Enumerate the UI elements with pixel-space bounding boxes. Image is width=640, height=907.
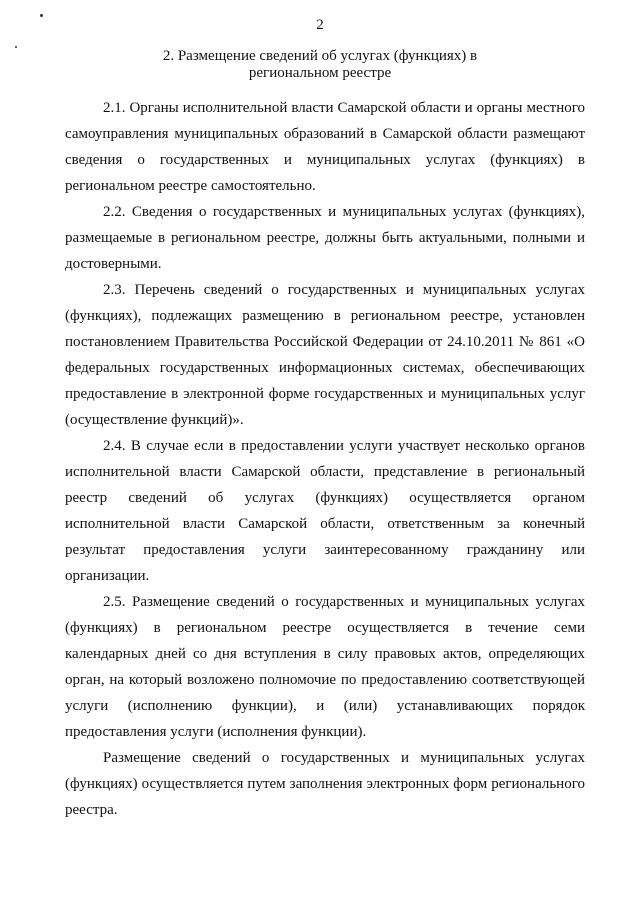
section-title	[0, 48, 640, 82]
document-body	[65, 95, 585, 823]
page-number: 2	[316, 17, 324, 33]
paragraph-2-5-continued: Размещение сведений о государственных и муниципальных услугах (функциях) осуществляется путем заполнения электронных форм регионального реестра.	[65, 750, 585, 818]
paragraph-2-2: 2.2. Сведения о государственных и муниципальных услугах (функциях), размещаемые в региональном реестре, должны быть актуальными, полными и достоверными.	[65, 204, 585, 272]
paragraph-2-1: 2.1. Органы исполнительной власти Самарской области и органы местного самоуправления муниципальных образований в Самарской области размещают сведения о государственных и муниципальных услугах (функциях) в региональном реестре самостоятельно.	[65, 100, 585, 194]
section-title-line: региональном реестре	[248, 65, 392, 81]
paragraph-2-5: 2.5. Размещение сведений о государственных и муниципальных услугах (функциях) в региональном реестре осуществляется в течение семи календарных дней со дня вступления в силу правовых актов, определяющих орган, на который возложено полномочие по предоставлению соответствующей услуги (исполнению функции), и (или) устанавливающих порядок предоставления услуги (исполнения функции).	[65, 594, 585, 740]
paragraph-2-4: 2.4. В случае если в предоставлении услуги участвует несколько органов исполнительной власти Самарской области, представление в региональный реестр сведений об услугах (функциях) осуществляется органом исполнительной власти Самарской области, ответственным за конечный результат предоставления услуги заинтересованному гражданину или организации.	[65, 438, 585, 584]
paragraph-2-3: 2.3. Перечень сведений о государственных и муниципальных услугах (функциях), подлежащих размещению в региональном реестре, установлен постановлением Правительства Российской Федерации от 24.10.2011 № 861 «О федеральных государственных информационных системах, обеспечивающих предоставление в электронной форме государственных и муниципальных услуг (осуществление функций)».	[65, 282, 585, 428]
section-title-line: 2. Размещение сведений об услугах (функциях) в	[162, 48, 478, 64]
